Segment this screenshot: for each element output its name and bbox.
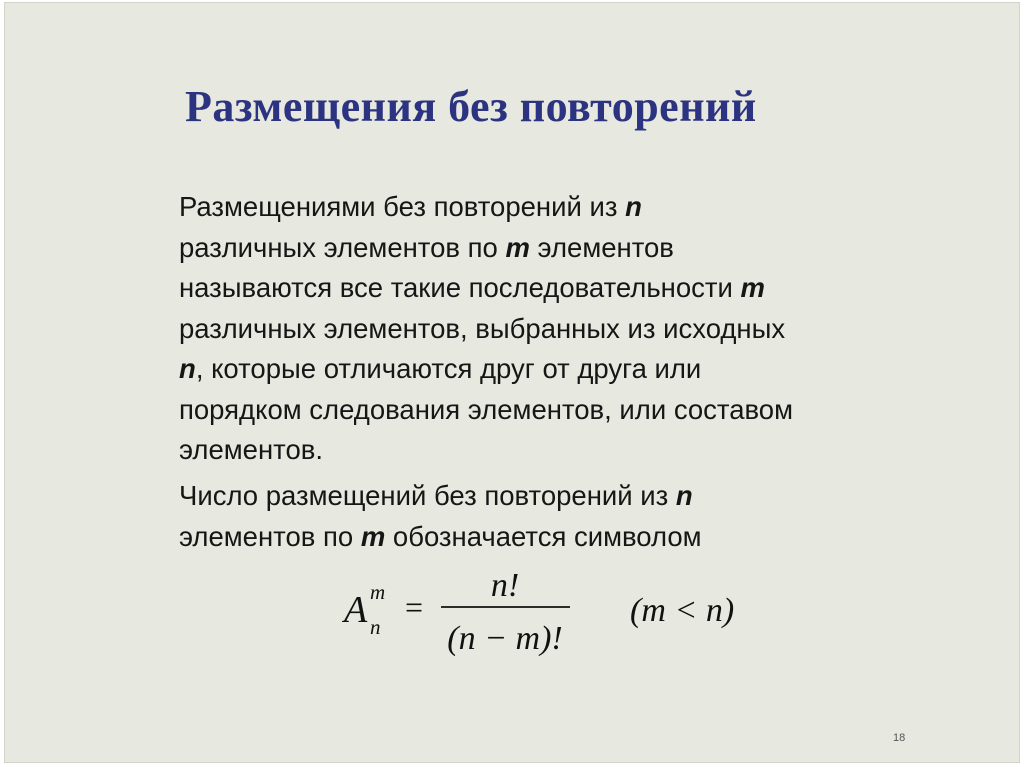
variable-m: m [360,520,386,552]
definition-line-1 [179,187,959,228]
variable-m: m [740,272,765,303]
formula-denominator: (n − m)! [447,620,563,657]
slide [4,2,1020,763]
notation-text: обозначается символом [385,520,702,552]
notation-text: Число размещений без повторений из [179,480,676,511]
arrangement-formula [340,555,780,665]
formula-equals-sign: = [405,589,424,625]
definition-text: Размещениями без повторений из [179,191,626,222]
variable-n: n [179,353,196,384]
definition-line-5 [179,349,959,390]
definition-line-7: элементов. [179,434,323,465]
formula-numerator: n! [490,567,520,604]
definition-line-2 [179,228,959,269]
slide-title: Размещения без повторений [185,82,757,131]
definition-text: , которые отличаются друг от друга или [195,353,702,384]
definition-paragraph [179,187,959,471]
formula-symbol: A [344,589,368,631]
notation-paragraph [179,476,959,557]
definition-line-3 [179,268,959,309]
variable-m: m [505,231,530,263]
notation-line-2 [179,517,959,558]
definition-text: элементов [529,231,674,263]
page-number: 18 [893,732,906,744]
definition-text: называются все такие последовательности [179,272,741,303]
definition-line-4: различных элементов, выбранных из исходных [179,312,786,344]
formula-superscript: m [370,580,386,604]
notation-line-1 [179,476,959,517]
definition-line-6: порядком следования элементов, или составом [179,393,794,425]
variable-n: n [675,480,693,511]
formula-condition: (m < n) [630,592,735,629]
formula-subscript: n [370,615,381,639]
notation-text: элементов по [179,520,361,552]
definition-text: различных элементов по [179,231,506,263]
variable-n: n [625,191,642,222]
